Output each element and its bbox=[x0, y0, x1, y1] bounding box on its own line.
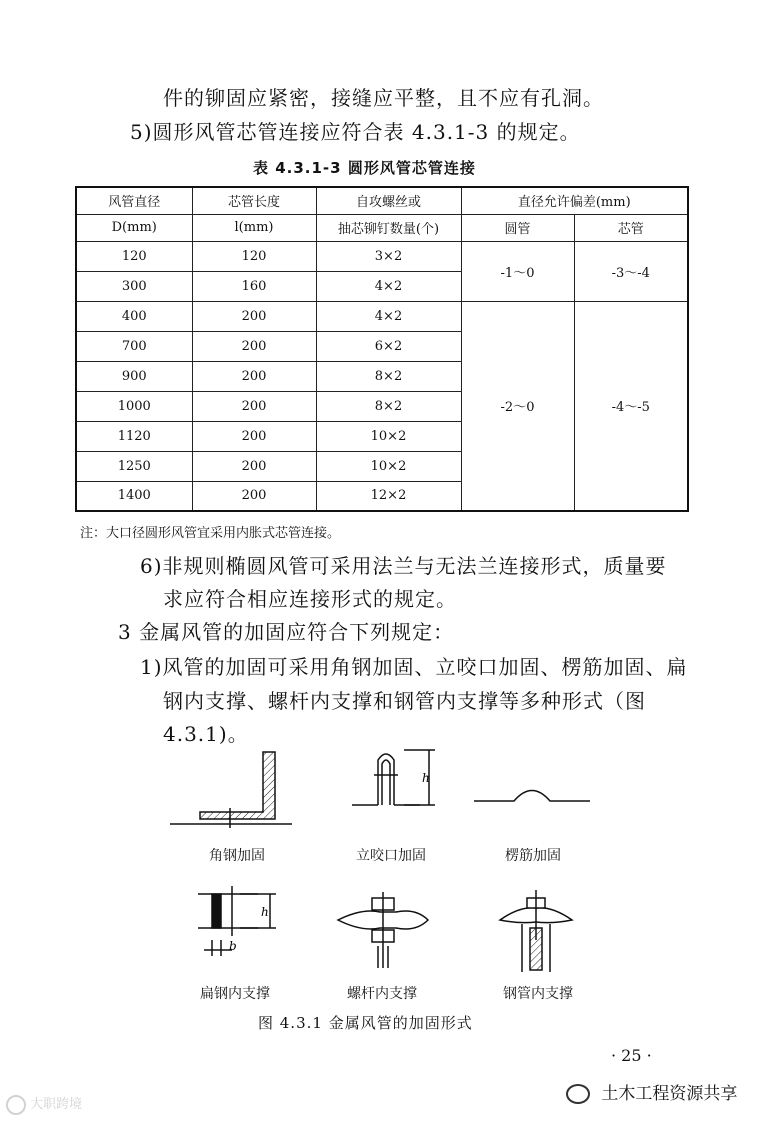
header-diameter-unit: D(mm) bbox=[76, 214, 192, 241]
paragraph-line-5: 3 金属风管的加固应符合下列规定： bbox=[118, 620, 455, 644]
cell-length: 200 bbox=[192, 391, 316, 421]
cell-length: 160 bbox=[192, 271, 316, 301]
cell-round-tolerance: -2～0 bbox=[461, 301, 574, 511]
cell-length: 200 bbox=[192, 451, 316, 481]
paragraph-line-8: 4.3.1)。 bbox=[163, 722, 249, 746]
caption-flat-steel: 扁钢内支撑 bbox=[200, 986, 270, 1002]
caption-threaded-rod: 螺杆内支撑 bbox=[347, 986, 417, 1002]
header-core-length: 芯管长度 bbox=[192, 187, 316, 214]
dim-h-label-2: h bbox=[261, 905, 269, 919]
caption-steel-pipe: 钢管内支撑 bbox=[503, 986, 573, 1002]
caption-rib: 楞筋加固 bbox=[505, 848, 561, 864]
cell-count: 4×2 bbox=[316, 301, 461, 331]
cell-core-tolerance: -3～-4 bbox=[574, 241, 688, 301]
steel-pipe-drawing bbox=[500, 890, 572, 972]
page-number: · 25 · bbox=[611, 1046, 652, 1065]
paragraph-line-2: 5)圆形风管芯管连接应符合表 4.3.1-3 的规定。 bbox=[130, 120, 581, 144]
header-tolerance: 直径允许偏差(mm) bbox=[461, 187, 688, 214]
cell-diameter: 900 bbox=[76, 361, 192, 391]
cell-length: 200 bbox=[192, 361, 316, 391]
cell-diameter: 400 bbox=[76, 301, 192, 331]
caption-standing-seam: 立咬口加固 bbox=[356, 848, 426, 864]
header-core-length-unit: l(mm) bbox=[192, 214, 316, 241]
cell-diameter: 120 bbox=[76, 241, 192, 271]
wechat-icon bbox=[566, 1084, 590, 1104]
paragraph-line-3: 6)非规则椭圆风管可采用法兰与无法兰连接形式，质量要 bbox=[140, 554, 667, 578]
cell-count: 6×2 bbox=[316, 331, 461, 361]
cell-count: 12×2 bbox=[316, 481, 461, 511]
dim-h-label: h bbox=[422, 771, 430, 785]
cell-diameter: 700 bbox=[76, 331, 192, 361]
header-round-pipe: 圆管 bbox=[461, 214, 574, 241]
cell-length: 200 bbox=[192, 301, 316, 331]
caption-angle-steel: 角钢加固 bbox=[209, 848, 265, 864]
watermark-right: 土木工程资源共享 bbox=[566, 1079, 737, 1104]
cell-diameter: 300 bbox=[76, 271, 192, 301]
cell-diameter: 1400 bbox=[76, 481, 192, 511]
header-rivet-count-unit: 抽芯铆钉数量(个) bbox=[316, 214, 461, 241]
table-note: 注：大口径圆形风管宜采用内胀式芯管连接。 bbox=[80, 526, 341, 541]
cell-length: 200 bbox=[192, 421, 316, 451]
flat-steel-drawing bbox=[198, 886, 276, 956]
cell-core-tolerance: -4～-5 bbox=[574, 301, 688, 511]
paragraph-line-6: 1)风管的加固可采用角钢加固、立咬口加固、楞筋加固、扁 bbox=[140, 655, 688, 679]
header-core-pipe: 芯管 bbox=[574, 214, 688, 241]
header-diameter: 风管直径 bbox=[76, 187, 192, 214]
watermark-logo-icon bbox=[6, 1095, 26, 1115]
header-rivet-count: 自攻螺丝或 bbox=[316, 187, 461, 214]
cell-count: 8×2 bbox=[316, 361, 461, 391]
cell-count: 3×2 bbox=[316, 241, 461, 271]
cell-diameter: 1000 bbox=[76, 391, 192, 421]
cell-count: 10×2 bbox=[316, 421, 461, 451]
angle-steel-drawing bbox=[170, 752, 292, 828]
cell-length: 200 bbox=[192, 481, 316, 511]
rib-drawing bbox=[474, 791, 590, 802]
cell-diameter: 1120 bbox=[76, 421, 192, 451]
paragraph-line-4: 求应符合相应连接形式的规定。 bbox=[163, 587, 457, 611]
cell-count: 4×2 bbox=[316, 271, 461, 301]
cell-count: 10×2 bbox=[316, 451, 461, 481]
dim-b-label: b bbox=[229, 939, 237, 953]
paragraph-line-1: 件的铆固应紧密，接缝应平整，且不应有孔洞。 bbox=[163, 86, 604, 110]
paragraph-line-7: 钢内支撑、螺杆内支撑和钢管内支撑等多种形式（图 bbox=[163, 689, 646, 713]
cell-diameter: 1250 bbox=[76, 451, 192, 481]
cell-length: 200 bbox=[192, 331, 316, 361]
cell-count: 8×2 bbox=[316, 391, 461, 421]
threaded-rod-drawing bbox=[338, 892, 428, 968]
watermark-left: 大职跨境 bbox=[6, 1093, 82, 1115]
figure-title: 图 4.3.1 金属风管的加固形式 bbox=[258, 1014, 473, 1032]
cell-length: 120 bbox=[192, 241, 316, 271]
table-title: 表 4.3.1-3 圆形风管芯管连接 bbox=[253, 159, 476, 177]
cell-round-tolerance: -1～0 bbox=[461, 241, 574, 301]
